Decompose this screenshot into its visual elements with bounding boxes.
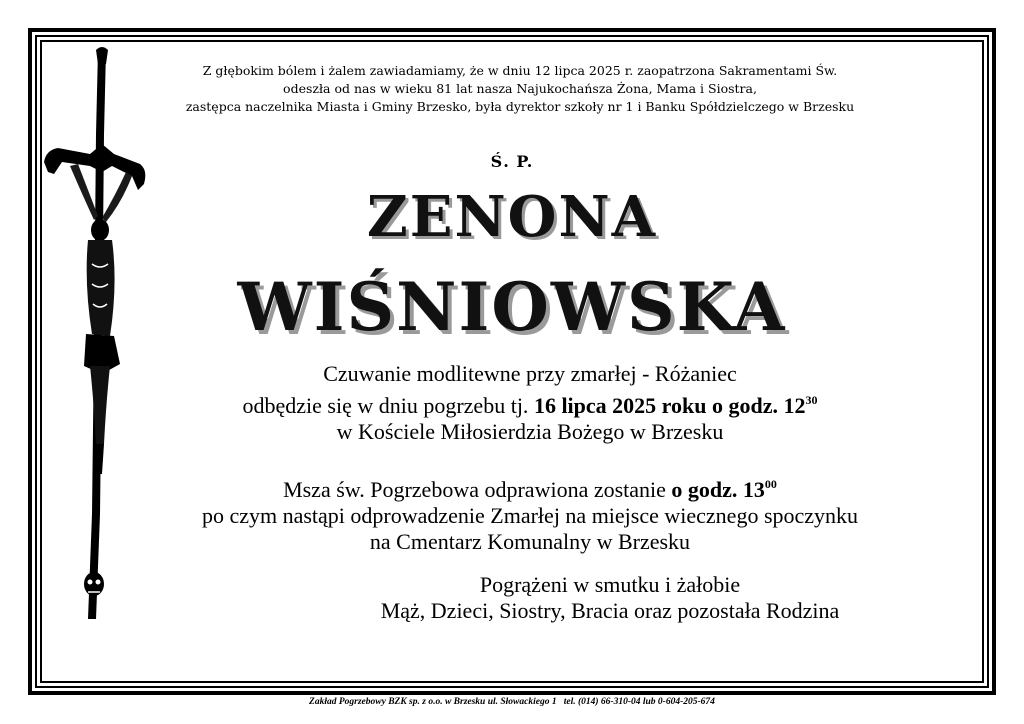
funeral-home-footer	[0, 697, 1024, 707]
vigil-block	[120, 361, 940, 445]
vigil-line-3: w Kościele Miłosierdzia Bożego w Brzesku	[336, 419, 724, 444]
mass-line-2: po czym nastąpi odprowadzenie Zmarłej na miejsce wiecznego spoczynku	[201, 503, 859, 528]
announcement-intro	[140, 62, 900, 116]
mass-block	[120, 471, 940, 555]
sp-abbreviation: Ś. P.	[490, 152, 534, 171]
mourners-line-2: Mąż, Dzieci, Siostry, Bracia oraz pozostała Rodzina	[380, 598, 840, 623]
mass-line-1-text: Msza św. Pogrzebowa odprawiona zostanie	[283, 477, 672, 502]
mass-line-1	[120, 471, 940, 503]
footer-company: Zakład Pogrzebowy BZK sp. z o.o. w Brzesku ul. Słowackiego 1	[309, 697, 557, 707]
mass-line-3: na Cmentarz Komunalny w Brzesku	[369, 529, 691, 554]
deceased-first-name: ZENONA	[366, 184, 658, 250]
footer-phone: tel. (014) 66-310-04 lub 0-604-205-674	[563, 697, 715, 707]
mass-time: o godz. 13	[671, 477, 765, 502]
intro-line-3: zastępca naczelnika Miasta i Gminy Brzesko, była dyrektor szkoły nr 1 i Banku Spółdzielczego w Brzesku	[185, 99, 855, 114]
intro-line-1: Z głębokim bólem i żalem zawiadamiamy, że w dniu 12 lipca 2025 r. zaopatrzona Sakramentami Św.	[202, 63, 838, 78]
mourners-line-1: Pogrążeni w smutku i żałobie	[479, 572, 741, 597]
vigil-minutes: 30	[805, 393, 818, 407]
intro-line-2: odeszła od nas w wieku 81 lat nasza Najukochańsza Żona, Mama i Siostra,	[283, 81, 757, 96]
vigil-date-time: 16 lipca 2025 roku o godz. 12	[533, 393, 806, 418]
mourners-block	[330, 572, 890, 624]
deceased-last-name: WIŚNIOWSKA	[237, 268, 787, 346]
mass-minutes: 00	[764, 477, 777, 491]
vigil-line-2-text: odbędzie się w dniu pogrzebu tj.	[242, 393, 534, 418]
vigil-line-2	[120, 387, 940, 419]
vigil-line-1: Czuwanie modlitewne przy zmarłej - Różaniec	[323, 361, 737, 386]
